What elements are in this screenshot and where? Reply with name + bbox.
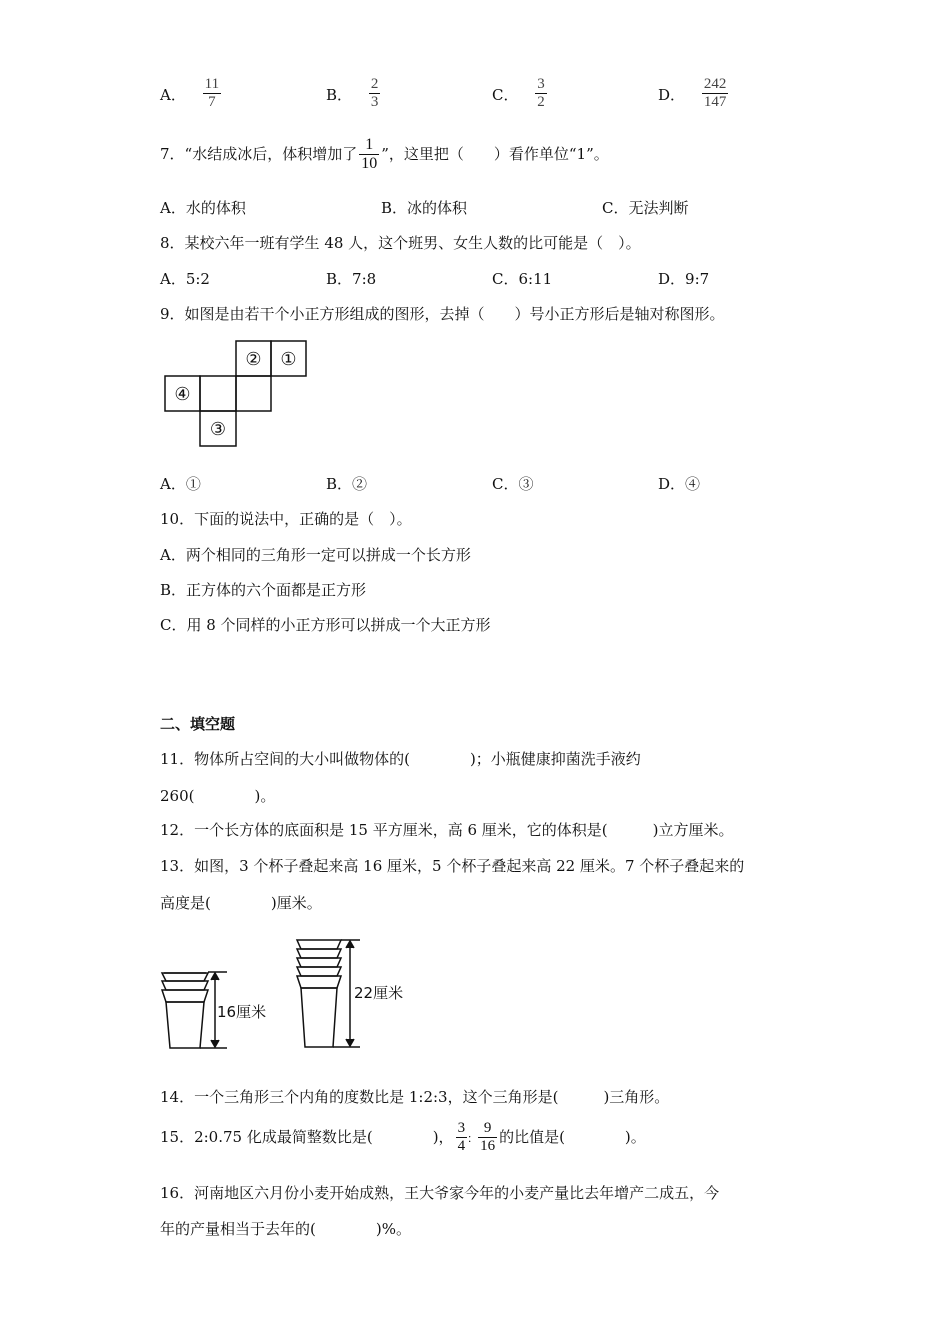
question-7: [160, 136, 609, 174]
label-3: ③: [209, 419, 227, 440]
cup-stack-3: [162, 973, 208, 1048]
question-10: 10．下面的说法中，正确的是（ ）。: [160, 510, 412, 528]
q9-option-d: D．④: [658, 475, 701, 493]
question-12: 12．一个长方体的底面积是 15 平方厘米，高 6 厘米，它的体积是( )立方厘米。: [160, 821, 734, 839]
label-16cm: 16厘米: [217, 1003, 267, 1021]
label-1: ①: [280, 349, 297, 370]
section-title: 二、填空题: [160, 715, 236, 733]
q7-option-b: B．冰的体积: [381, 199, 468, 217]
question-13-line2: 高度是( )厘米。: [160, 894, 322, 912]
q9-option-c: C．③: [492, 475, 534, 493]
question-9: 9．如图是由若干个小正方形组成的图形，去掉（ ）号小正方形后是轴对称图形。: [160, 305, 725, 323]
q10-option-a: A．两个相同的三角形一定可以拼成一个长方形: [160, 546, 471, 564]
question-15: [160, 1120, 646, 1156]
q8-option-c: C．6:11: [492, 270, 553, 288]
cup-stack-5: [297, 940, 341, 1047]
q6-option-c: [492, 76, 547, 112]
fraction: [359, 136, 379, 174]
denominator: 4: [457, 1138, 466, 1155]
option-letter: A．: [160, 85, 186, 104]
q7-option-c: C．无法判断: [602, 199, 689, 217]
numerator: 9: [483, 1120, 492, 1136]
ratio-sign: ：: [467, 1131, 479, 1145]
q6-option-d: [658, 76, 728, 112]
label-2: ②: [245, 349, 262, 370]
question-16-line1: 16．河南地区六月份小麦开始成熟，王大爷家今年的小麦产量比去年增产二成五，今: [160, 1184, 720, 1202]
q8-option-a: A．5:2: [160, 270, 210, 288]
q8-option-d: D．9:7: [658, 270, 710, 288]
q6-option-a: [160, 76, 221, 112]
question-text: 的比值是( )。: [499, 1127, 646, 1146]
fraction-3-4: [456, 1120, 468, 1156]
numerator: 3: [457, 1120, 466, 1136]
denominator: 3: [370, 94, 379, 111]
q8-option-b: B．7:8: [326, 270, 377, 288]
fraction: [369, 76, 381, 112]
question-text: 7．“水结成冰后，体积增加了: [160, 144, 358, 163]
square-middle-b: [236, 376, 271, 411]
numerator: 3: [537, 76, 545, 92]
q9-option-a: A．①: [160, 475, 201, 493]
denominator: 16: [480, 1138, 496, 1155]
numerator: 242: [703, 76, 727, 92]
question-14: 14．一个三角形三个内角的度数比是 1:2:3，这个三角形是( )三角形。: [160, 1088, 670, 1106]
option-letter: B．: [326, 85, 353, 104]
cups-figure: [155, 935, 415, 1055]
numerator: 1: [365, 136, 374, 153]
q10-option-b: B．正方体的六个面都是正方形: [160, 581, 367, 599]
denominator: 10: [361, 155, 378, 173]
q6-option-b: [326, 76, 380, 112]
question-13-line1: 13．如图，3 个杯子叠起来高 16 厘米，5 个杯子叠起来高 22 厘米。7 个杯子叠起来的: [160, 857, 745, 875]
question-text: ”，这里把（ ）看作单位“1”。: [381, 144, 609, 163]
denominator: 2: [537, 94, 545, 111]
q9-option-b: B．②: [326, 475, 368, 493]
option-letter: C．: [492, 85, 519, 104]
numerator: 11: [204, 76, 220, 92]
option-letter: D．: [658, 85, 686, 104]
question-text: 15．2:0.75 化成最简整数比是( )，: [160, 1127, 454, 1146]
label-4: ④: [174, 384, 191, 405]
question-11-line2: 260( )。: [160, 787, 276, 805]
fraction: [535, 76, 547, 112]
numerator: 2: [370, 76, 379, 92]
denominator: 147: [703, 94, 727, 111]
question-11-line1: 11．物体所占空间的大小叫做物体的( )；小瓶健康抑菌洗手液约: [160, 750, 641, 768]
fraction: [203, 76, 221, 112]
label-22cm: 22厘米: [354, 984, 404, 1002]
question-8: 8．某校六年一班有学生 48 人，这个班男、女生人数的比可能是（ ）。: [160, 234, 641, 252]
fraction: [702, 76, 729, 112]
q10-option-c: C．用 8 个同样的小正方形可以拼成一个大正方形: [160, 616, 491, 634]
squares-figure: [160, 338, 310, 453]
fraction-9-16: [478, 1120, 497, 1156]
q7-option-a: A．水的体积: [160, 199, 246, 217]
denominator: 7: [203, 93, 221, 111]
question-16-line2: 年的产量相当于去年的( )%。: [160, 1220, 411, 1238]
square-middle-a: [200, 376, 236, 411]
